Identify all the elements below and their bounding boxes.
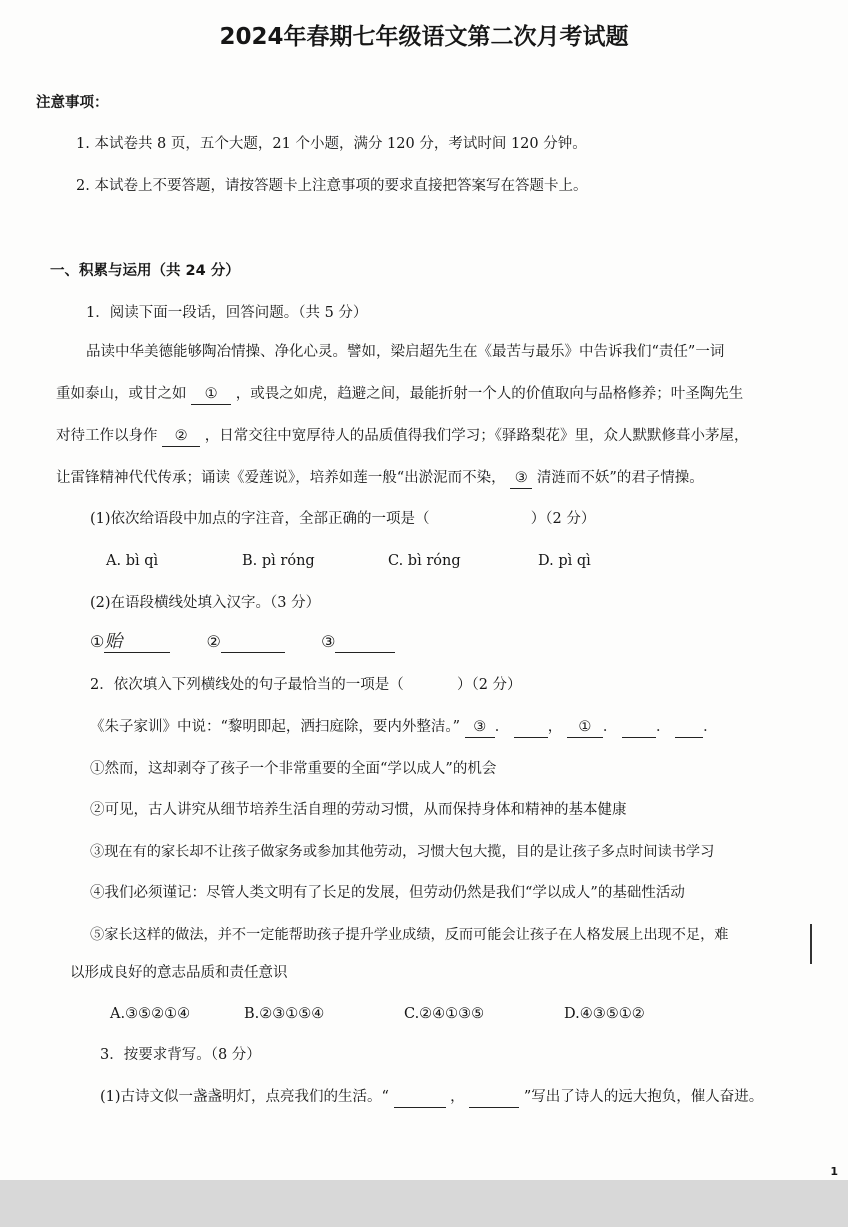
section-1-heading: 一、积累与运用（共 24 分） [50,263,240,279]
q2-option-d: D.④③⑤①② [564,1006,645,1022]
blank-1: ① [191,384,231,405]
blank-3: ③ [510,468,532,489]
q2-text: 2．依次填入下列横线处的句子最恰当的一项是（ [90,677,404,693]
answer-marker-1: ① [90,632,105,651]
question-2-stem [90,675,522,695]
q2-sentence-3: ③现在有的家长却不让孩子做家务或参加其他劳动，习惯大包大揽，目的是让孩子多点时间读书学习 [90,844,715,860]
blank-2: ② [162,426,200,447]
notice-item-2: 2. 本试卷上不要答题，请按答题卡上注意事项的要求直接把答案写在答题卡上。 [76,178,588,194]
q2-option-b: B.②③①⑤④ [244,1006,325,1022]
viewer-bottom-bar [0,1180,848,1227]
notice-heading: 注意事项： [36,95,109,111]
q2-quote-line: 《朱子家训》中说：“黎明即起，洒扫庭除，要内外整洁。” ③ ． ， ① ． ． ． [90,717,718,738]
q1-sub1-stem [90,509,595,529]
passage-line-2 [56,384,743,405]
q2-option-a: A.③⑤②①④ [110,1006,191,1022]
q2-handwritten-b: ① [567,717,603,738]
passage-text: 重如泰山，或甘之如 [56,386,187,402]
q2-handwritten-a: ③ [465,717,495,738]
passage-text: 对待工作以身作 [56,428,158,444]
q2-blank [675,717,703,738]
q3-sub1 [100,1087,763,1108]
question-3-stem: 3．按要求背写。（8 分） [100,1047,261,1063]
q2-sentence-5: ⑤家长这样的做法，并不一定能帮助孩子提升学业成绩，反而可能会让孩子在人格发展上出现不足，难 [90,927,729,943]
q2-blank [514,717,548,738]
q3-blank-2 [469,1087,519,1108]
sub1-close: ）（2 分） [530,511,596,527]
q1-sub2-answers [90,632,395,653]
notice-item-1: 1. 本试卷共 8 页，五个大题，21 个小题，满分 120 分，考试时间 120 分钟。 [76,136,587,152]
answer-line-2 [221,632,285,653]
q2-sentence-5-cont: 以形成良好的意志品质和责任意识 [70,965,288,981]
passage-line-1: 品读中华美德能够陶冶情操、净化心灵。譬如，梁启超先生在《最苦与最乐》中告诉我们“责任”一词 [86,344,725,360]
sub1-text: (1)依次给语段中加点的字注音，全部正确的一项是（ [90,511,430,527]
q1-sub2-stem: (2)在语段横线处填入汉字。（3 分） [90,595,321,611]
passage-text: 清涟而不妖”的君子情操。 [536,470,704,486]
q3-sub1-end: ”写出了诗人的远大抱负，催人奋进。 [523,1089,764,1105]
q1-sub1-option-c: C. bì róng [388,553,461,569]
exam-title: 2024年春期七年级语文第二次月考试题 [219,24,629,50]
q2-blank [622,717,656,738]
q2-close: ）（2 分） [456,677,522,693]
passage-text: ，或畏之如虎，趋避之间，最能折射一个人的价值取向与品格修养；叶圣陶先生 [235,386,744,402]
answer-marker-3: ③ [321,632,336,651]
q2-option-c: C.②④①③⑤ [404,1006,485,1022]
passage-text: ，日常交往中宽厚待人的品质值得我们学习；《驿路梨花》里，众人默默修葺小茅屋， [204,428,749,444]
answer-line-3 [335,632,395,653]
q2-sentence-4: ④我们必须谨记：尽管人类文明有了长足的发展，但劳动仍然是我们“学以成人”的基础性活动 [90,885,685,901]
question-1-stem: 1．阅读下面一段话，回答问题。（共 5 分） [86,305,368,321]
q1-sub1-option-a: A. bì qì [106,553,159,569]
q2-quote: 《朱子家训》中说：“黎明即起，洒扫庭除，要内外整洁。” [90,719,461,735]
passage-line-3 [56,426,748,447]
answer-marker-2: ② [206,632,221,651]
q3-sub1-text: (1)古诗文似一盏盏明灯，点亮我们的生活。“ [100,1089,389,1105]
passage-text: 让雷锋精神代代传承；诵读《爱莲说》，培养如莲一般“出淤泥而不染， [56,470,506,486]
page-number: 1 [830,1165,838,1178]
q2-sentence-1: ①然而，这却剥夺了孩子一个非常重要的全面“学以成人”的机会 [90,761,497,777]
handwritten-answer-1: 贻 [104,632,170,653]
q3-blank-1 [394,1087,446,1108]
q1-sub1-option-b: B. pì róng [242,553,315,569]
q1-sub1-option-d: D. pì qì [538,553,591,569]
passage-line-4 [56,468,704,489]
q3-sub1-sep: ， [450,1089,465,1105]
margin-mark [810,924,812,964]
q2-sentence-2: ②可见，古人讲究从细节培养生活自理的劳动习惯，从而保持身体和精神的基本健康 [90,802,627,818]
